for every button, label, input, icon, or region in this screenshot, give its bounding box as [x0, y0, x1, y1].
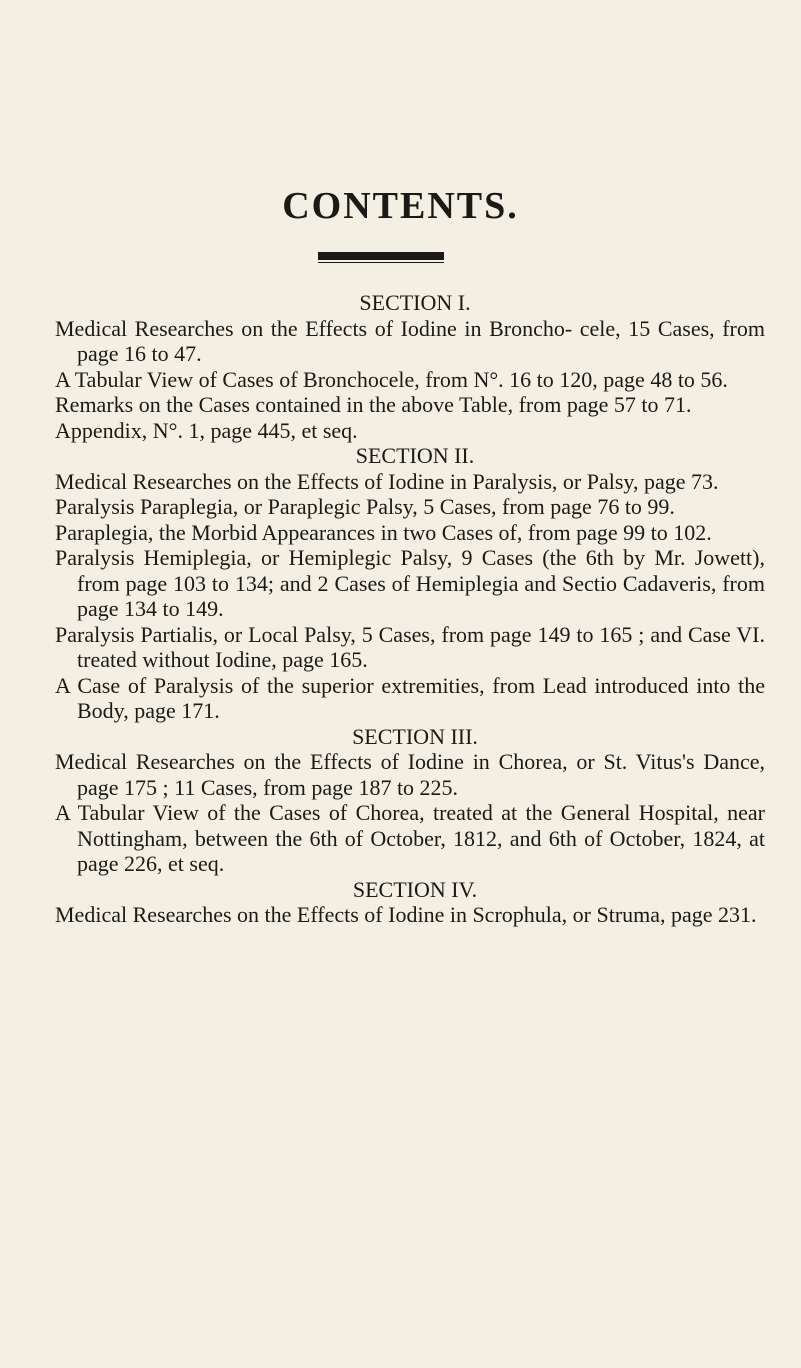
- page-title: CONTENTS.: [282, 185, 519, 227]
- table-of-contents: [55, 290, 765, 928]
- contents-entry: Medical Researches on the Effects of Iodine in Broncho- cele, 15 Cases, from page 16 to 47.: [55, 315, 765, 366]
- contents-entry: A Case of Paralysis of the superior extremities, from Lead introduced into the Body, page 171.: [55, 672, 765, 723]
- contents-entry: A Tabular View of the Cases of Chorea, treated at the General Hospital, near Nottingham, between the 6th of October, 1812, and 6th of October, 1824, at page 226, et seq.: [55, 800, 765, 876]
- contents-entry: Medical Researches on the Effects of Iodine in Chorea, or St. Vitus's Dance, page 175 ; 11 Cases, from page 187 to 225.: [55, 749, 765, 800]
- section-heading: SECTION III.: [352, 723, 478, 749]
- title-rule: [318, 252, 444, 260]
- section-heading: SECTION II.: [355, 443, 475, 468]
- contents-entry: Paraplegia, the Morbid Appearances in two Cases of, from page 99 to 102.: [55, 519, 712, 545]
- contents-entry: Medical Researches on the Effects of Iodine in Scrophula, or Struma, page 231.: [55, 902, 757, 927]
- contents-entry: Paralysis Paraplegia, or Paraplegic Palsy, 5 Cases, from page 76 to 99.: [55, 494, 675, 519]
- section-heading: SECTION IV.: [352, 876, 478, 902]
- contents-entry: Appendix, N°. 1, page 445, et seq.: [55, 417, 358, 443]
- contents-entry: Paralysis Hemiplegia, or Hemiplegic Palsy, 9 Cases (the 6th by Mr. Jowett), from page 103 to 134; and 2 Cases of Hemiplegia and Sectio Cadaveris, from page 134 to 149.: [55, 545, 765, 621]
- contents-entry: Paralysis Partialis, or Local Palsy, 5 Cases, from page 149 to 165 ; and Case VI. treated without Iodine, page 165.: [55, 621, 765, 672]
- contents-entry: A Tabular View of Cases of Bronchocele, from N°. 16 to 120, page 48 to 56.: [55, 366, 728, 392]
- contents-entry: Medical Researches on the Effects of Iodine in Paralysis, or Palsy, page 73.: [55, 468, 719, 494]
- contents-entry: Remarks on the Cases contained in the above Table, from page 57 to 71.: [55, 392, 692, 417]
- section-heading: SECTION I.: [359, 290, 471, 315]
